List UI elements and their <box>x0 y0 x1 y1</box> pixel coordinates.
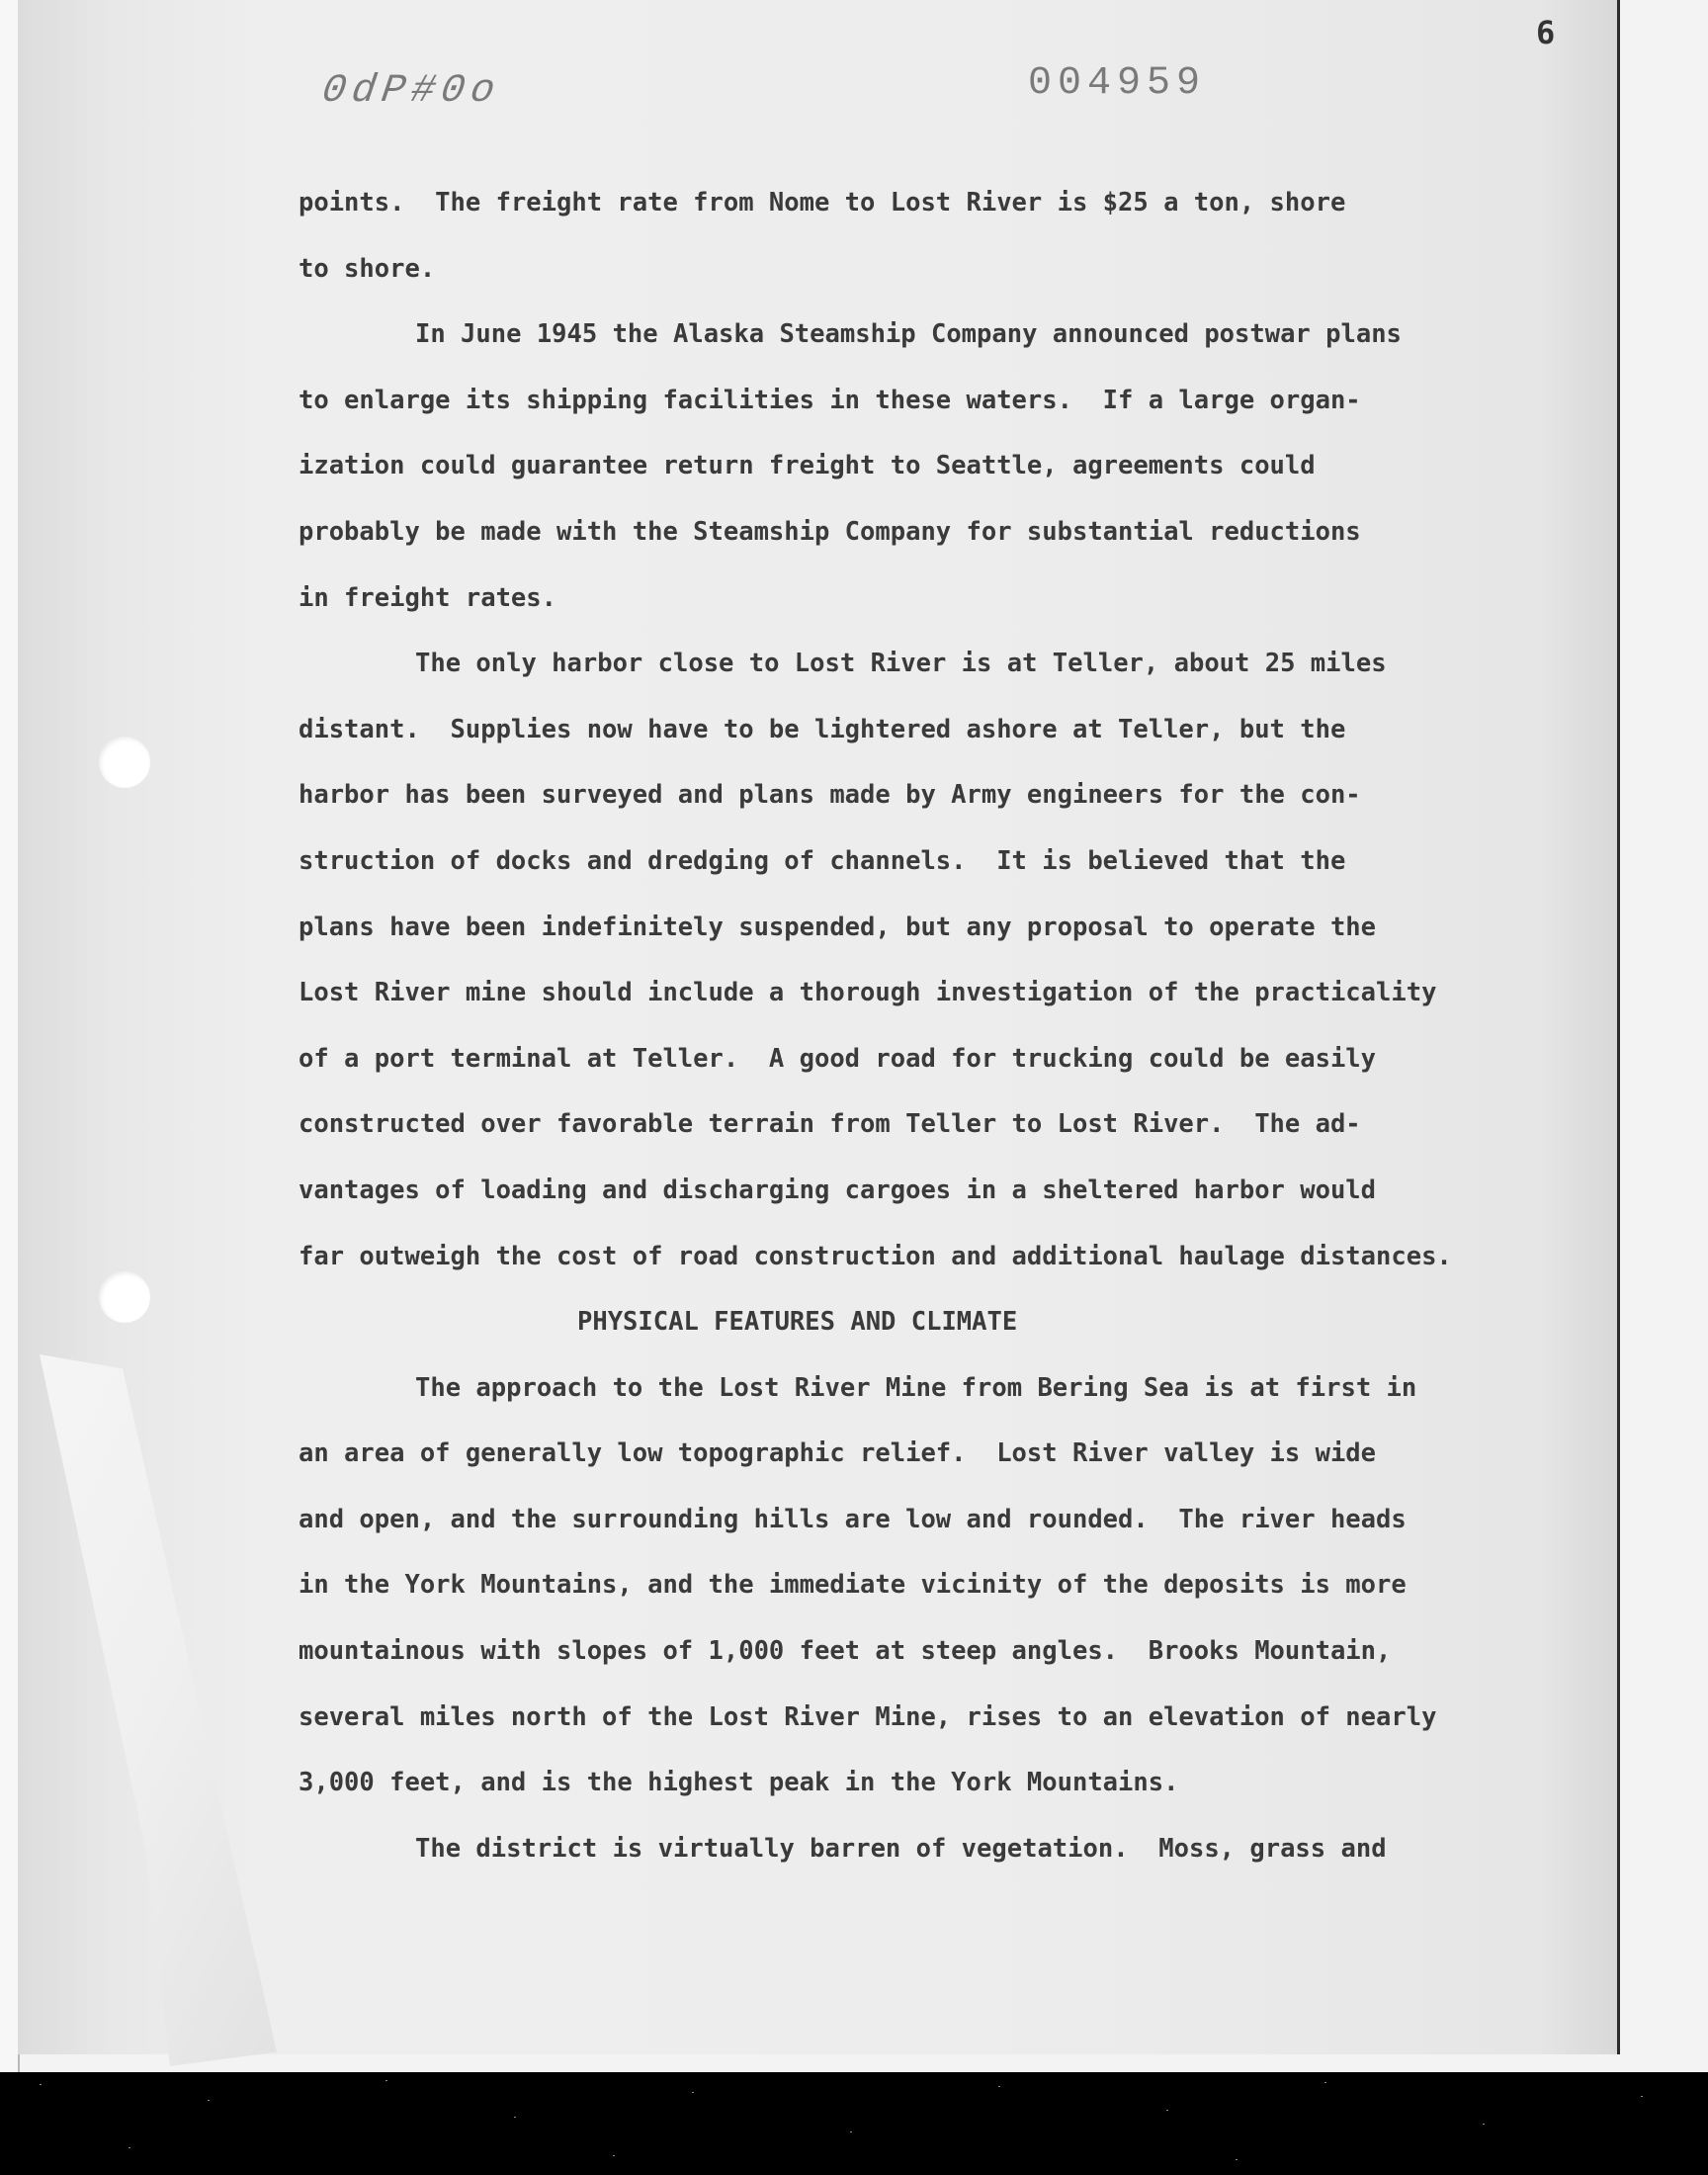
text-line: The only harbor close to Lost River is at Teller, about 25 miles <box>415 649 1387 679</box>
text-line: 3,000 feet, and is the highest peak in the York Mountains. <box>299 1768 1179 1798</box>
text-line: probably be made with the Steamship Company for substantial reductions <box>299 516 1361 547</box>
punch-hole-top <box>99 737 150 788</box>
text-line: ization could guarantee return freight to Seattle, agreements could <box>299 451 1316 481</box>
text-line: Lost River mine should include a thorough investigation of the practicality <box>299 978 1437 1008</box>
scan-left-edge <box>0 0 20 2076</box>
body-text <box>299 170 1554 1881</box>
text-line: an area of generally low topographic relief. Lost River valley is wide <box>299 1438 1377 1469</box>
text-line: The approach to the Lost River Mine from Bering Sea is at first in <box>415 1372 1417 1403</box>
text-line: The district is virtually barren of vegetation. Moss, grass and <box>415 1833 1387 1864</box>
text-line: and open, and the surrounding hills are low and rounded. The river heads <box>299 1504 1407 1534</box>
scanner-bottom-band <box>0 2072 1708 2175</box>
text-line: constructed over favorable terrain from Teller to Lost River. The ad- <box>299 1109 1361 1140</box>
text-line: points. The freight rate from Nome to Lost River is $25 a ton, shore <box>299 188 1346 218</box>
text-line: several miles north of the Lost River Mine, rises to an elevation of nearly <box>299 1701 1437 1732</box>
text-line: distant. Supplies now have to be lightered ashore at Teller, but the <box>299 714 1346 744</box>
handwritten-file-code: 0dP#0o <box>318 69 504 114</box>
text-line: vantages of loading and discharging cargoes in a sheltered harbor would <box>299 1174 1377 1205</box>
text-line: In June 1945 the Alaska Steamship Company announced postwar plans <box>415 319 1402 350</box>
punch-hole-bottom <box>99 1271 150 1323</box>
page-number: 6 <box>1536 14 1556 51</box>
section-heading: PHYSICAL FEATURES AND CLIMATE <box>577 1307 1018 1338</box>
text-line: struction of docks and dredging of channels. It is believed that the <box>299 845 1346 876</box>
text-line: of a port terminal at Teller. A good road for trucking could be easily <box>299 1043 1377 1074</box>
text-line: mountainous with slopes of 1,000 feet at steep angles. Brooks Mountain, <box>299 1636 1392 1667</box>
text-line: plans have been indefinitely suspended, but any proposal to operate the <box>299 912 1377 942</box>
text-line: to enlarge its shipping facilities in these waters. If a large organ- <box>299 385 1361 415</box>
text-line: far outweigh the cost of road construction and additional haulage distances. <box>299 1241 1452 1271</box>
stamped-document-number: 004959 <box>1028 61 1207 106</box>
text-line: harbor has been surveyed and plans made by Army engineers for the con- <box>299 780 1361 811</box>
text-line: in the York Mountains, and the immediate vicinity of the deposits is more <box>299 1570 1407 1601</box>
text-line: in freight rates. <box>299 582 556 613</box>
text-line: to shore. <box>299 253 436 284</box>
